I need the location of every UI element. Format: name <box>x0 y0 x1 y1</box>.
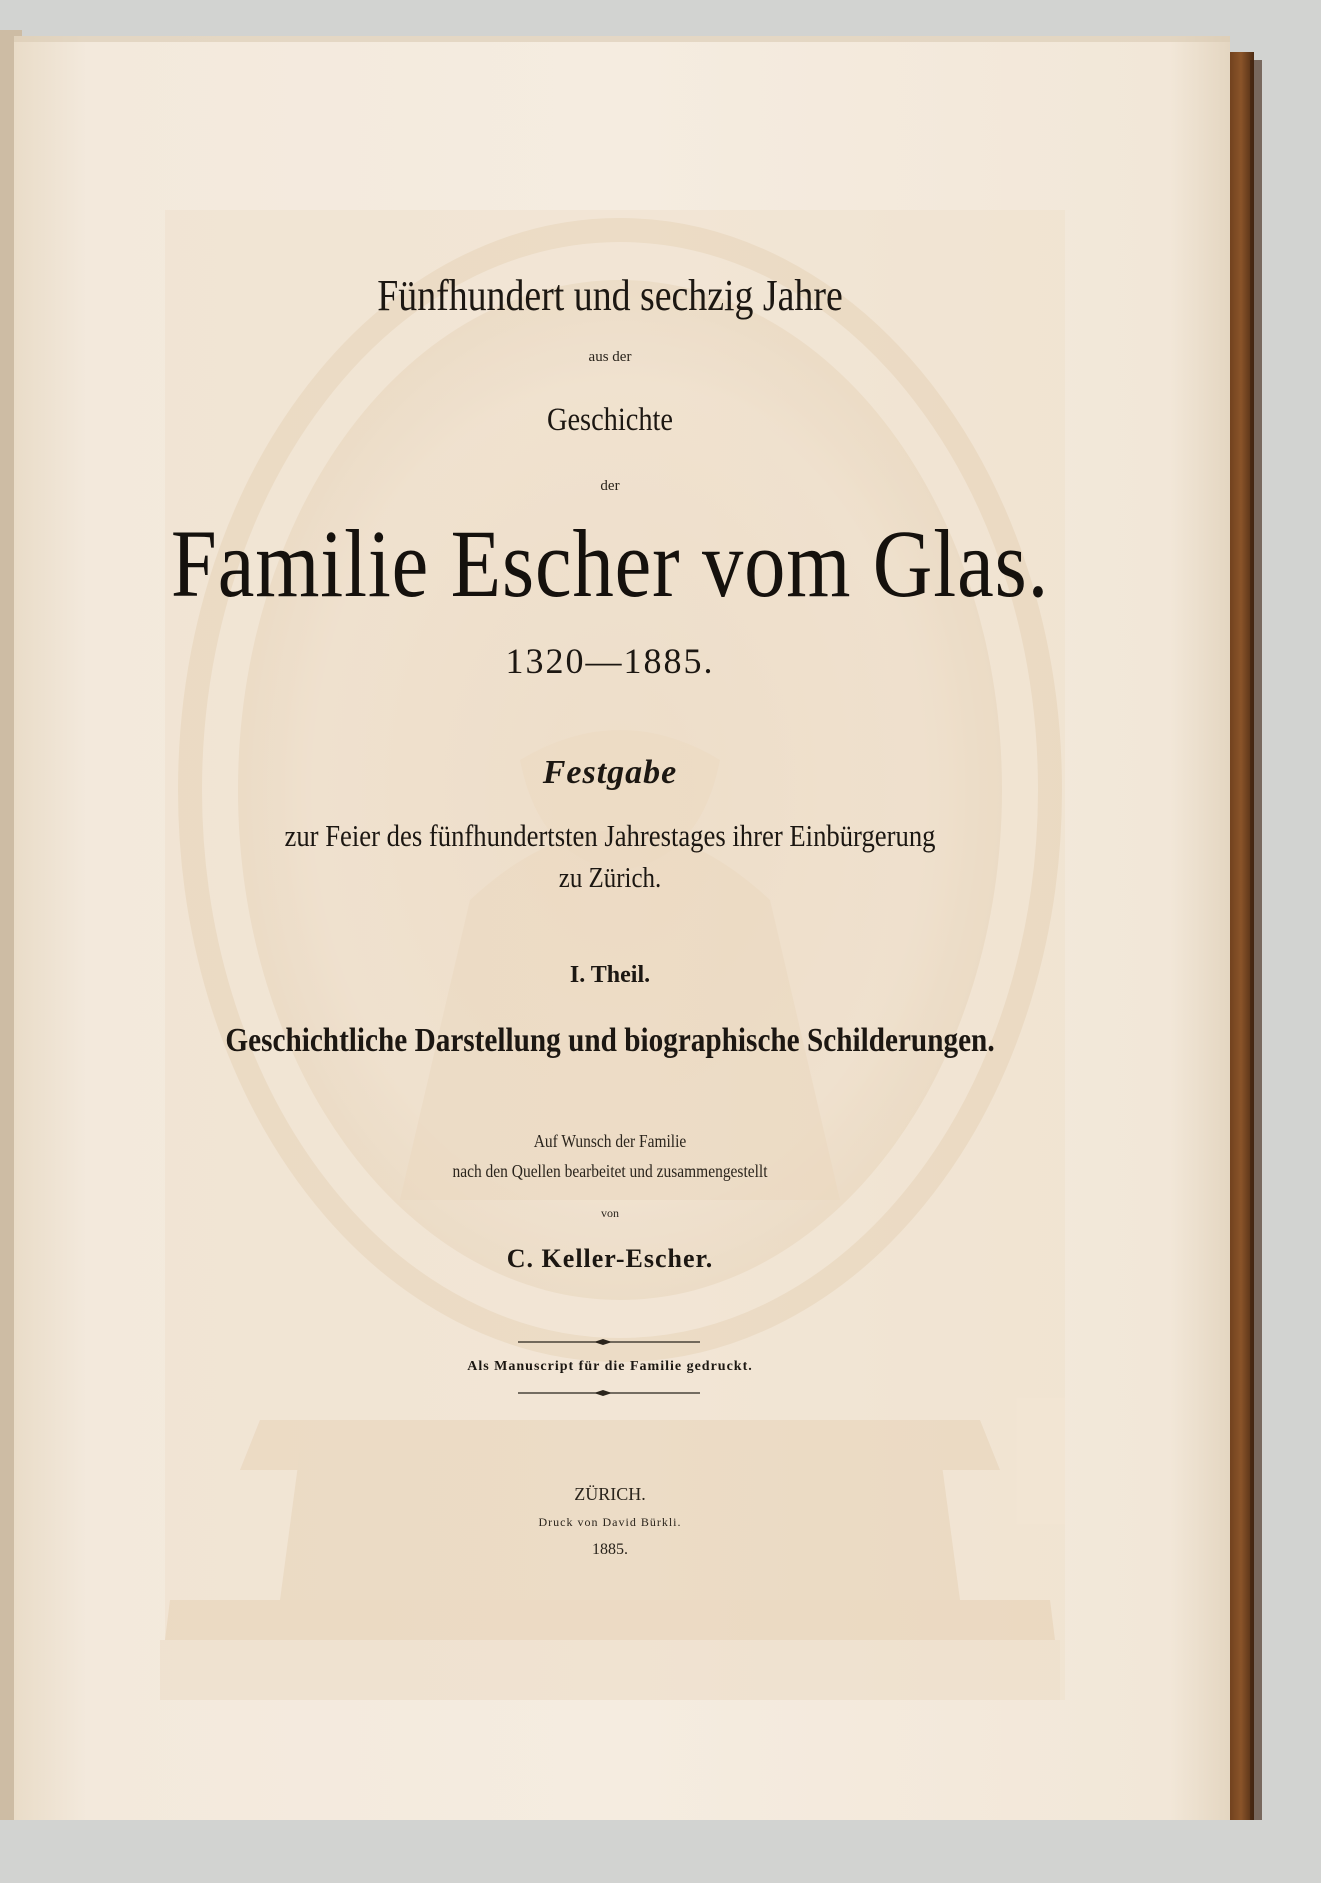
year-range: 1320—1885. <box>505 641 715 681</box>
credit-line-1: Auf Wunsch der Familie <box>533 1131 687 1151</box>
festgabe-heading: Festgabe <box>542 754 678 791</box>
title-line-1: Fünfhundert und sechzig Jahre <box>377 271 843 320</box>
von-text: von <box>601 1206 619 1220</box>
author-name: C. Keller-Escher. <box>506 1244 714 1273</box>
credit-line-2: nach den Quellen bearbeitet und zusammengestellt <box>452 1161 768 1181</box>
manuscript-note: Als Manuscript für die Familie gedruckt. <box>467 1359 753 1374</box>
occasion-line-1: zur Feier des fünfhundertsten Jahrestages ihrer Einbürgerung <box>284 818 936 853</box>
main-title: Familie Escher vom Glas. <box>170 510 1050 617</box>
imprint-year: 1885. <box>592 1541 628 1558</box>
part-label: I. Theil. <box>569 962 651 988</box>
imprint-printer: Druck von David Bürkli. <box>538 1515 682 1529</box>
aus-der-text: aus der <box>588 349 632 365</box>
der-text: der <box>600 478 620 494</box>
part-subtitle: Geschichtliche Darstellung und biographische Schilderungen. <box>225 1022 995 1059</box>
geschichte-text: Geschichte <box>546 402 674 438</box>
imprint-city: ZÜRICH. <box>574 1484 646 1504</box>
occasion-line-2: zu Zürich. <box>558 862 662 894</box>
